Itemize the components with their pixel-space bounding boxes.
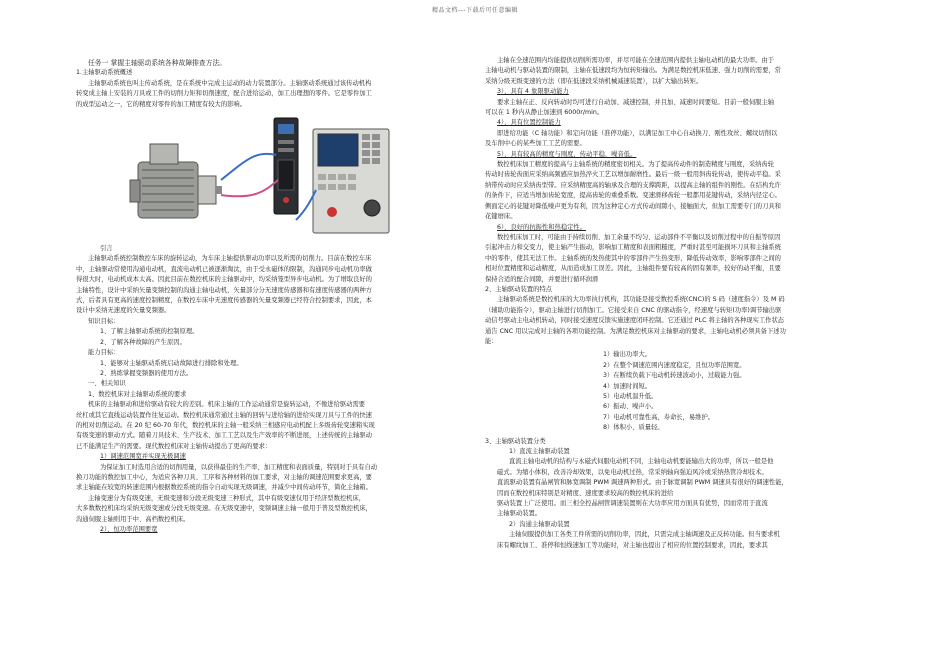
body-line: 能： [485, 337, 498, 345]
subsection-line: 换刀功能的数控加工中心，为适应各种刀具、工序和各种材料的加工要求，对主轴的调速范围要求更高，要 [76, 473, 372, 481]
list-item: 4）加速时间短。 [603, 382, 652, 390]
body-line: 要求主轴在正、反向转动时均可进行自动加、减速控制，并且加、减速时间要短。目前一般伺服主轴 [497, 98, 775, 106]
requirements-heading: 1、数控机床对主轴驱动系统的要求 [88, 390, 187, 398]
subsection-heading: 2）沟通主轴驱动装置 [509, 520, 570, 528]
intro-line: 式，后者具有更高的速度控制精度，在数控车床中无速度传感器的矢量变频器已经符合控制要求，因此，本 [76, 297, 372, 305]
body-line: 驱动装置上广泛使用。而三相全控晶闸管调速装置则在大功率应用方面具有优势，因而常用于直流 [497, 500, 768, 508]
body-line: 相对位置精度和运动精度，从而造成加工误差。因此，主轴组件要有较高的固有频率，较好的动平衡，且要 [485, 265, 781, 273]
left-column [76, 58, 451, 535]
knowledge-item: 1、了解主轴驱动系统的控制原理。 [100, 328, 199, 336]
list-item: 1）输出功率大。 [603, 351, 652, 359]
body-line: 纳带传动时应采纳齿型带。应采纳精度高的轴承及合理的支撑跨距，以提高主轴的组件的刚性。在结构允许 [485, 181, 781, 189]
body-line: 直流驱动装置有晶闸管和脉宽调制 PWM 调速两种形式。由于脉宽调制 PWM 调速具有很好的调速性能， [497, 479, 788, 487]
requirements-line: 已不能满足生产的需要。现代数控机床对主轴传动提出了更高的要求： [76, 442, 272, 450]
function-list [485, 350, 875, 433]
body-line: 床有螺纹加工、准停和恒线速加工等功能时，对主轴也提出了相应的位置控制要求，因此，要求其 [497, 541, 768, 549]
ability-item: 1、能够对主轴驱动系统启动故障进行排除和处理。 [100, 359, 243, 367]
related-knowledge-heading: 一、相关知识 [88, 380, 126, 388]
intro-line: 得很大时，电动机成本太高。因此目前在数控机床的主轴驱动中，均采纳笼型异步电动机。为了增取良好的 [76, 276, 372, 284]
knowledge-item: 2、了解各种故障的产生原因。 [100, 338, 186, 346]
list-item: 5）电动机温升低。 [603, 393, 658, 400]
subsection-line: 大多数数控机床均采纳无级变速或分段无级变速。在无级变速中，变频调速主轴一般用于普及型数控机床， [76, 505, 372, 513]
body-line: 主轴伺服提供加工各类工件所需的切削功率，因此，只需完成主轴调速及正反转功能。但当要求机 [509, 531, 780, 539]
intro-line: 设计中采纳无速度的矢量变频器。 [76, 307, 171, 315]
body-line: 即进给功能（C 轴功能）和定向功能（准停功能），以满足加工中心自动换刀、刚性攻丝、螺纹切削以 [497, 129, 778, 137]
body-line: 花键磨床。 [485, 213, 517, 221]
body-line: 可以在 1 秒内从静止加速到 6000r/min。 [485, 109, 604, 117]
overview-line: 主轴驱动系统也叫主传动系统，是在系统中完成主运动的动力装置部分。主轴驱动系统通过该传动机构 [88, 79, 372, 87]
requirements-line: 的相对切削运动。在 20 纪 60-70 年代，数控机床的主轴一般采纳三相感应电动机配上多级齿轮变速箱实现 [76, 421, 375, 429]
subsection-heading: 1）直流主轴驱动装置 [509, 448, 570, 456]
requirements-line: 机床的主轴驱动和进给驱动有较大的差别。机床主轴的工作运动通常是旋转运动，不像进给驱动需要 [88, 401, 366, 409]
ability-item: 2、熟练掌握变频器的使用方法。 [100, 369, 193, 377]
subsection-heading: 2）、恒功率范围要宽 [100, 526, 158, 533]
body-line: 引起冲击力和交变力，使主轴产生振动，影响加工精度和表面粗糙度，严重时甚至可能损坏刀具和主轴系统 [485, 244, 781, 252]
body-line: 直流主轴电动机的结构与永磁式伺服电动机不同，主轴电动机要能输出大的功率，所以一般是他 [509, 458, 774, 466]
list-item: 6）振动、噪声小。 [603, 403, 658, 411]
body-line: 保持合适的配合间隙，并要进行循环润滑 [485, 275, 599, 283]
body-line: 因而在数控机床特别是对精度、速度要求较高的数控机床的进给 [497, 489, 674, 497]
requirements-line: 丝杠或其它直线运动装置作往复运动。数控机床通常通过主轴的回转与进给轴的进给实现刀具与工件的快速 [76, 411, 372, 419]
overview-heading: 1.主轴驱动系统概述 [76, 69, 133, 77]
subsection-heading: 3）、具有 4 象限驱动能力 [497, 88, 569, 96]
body-line: 磁式。为缩小体积，改善冷却效果，以免电动机过热，常采纳轴向强迫风冷或采纳热管冷却技术。 [497, 468, 768, 476]
list-item: 2）在整个调速范围内速度稳定，且恒功率范围宽。 [603, 361, 746, 369]
subsection-line: 沟通伺服主轴则用于中、高档数控机床。 [76, 515, 190, 523]
body-line: 传动时齿轮齿面应采纳高频感应加热淬火工艺以增加耐磨性。最后一级一般用斜齿轮传动，使传动平稳。采 [485, 171, 781, 179]
right-column [485, 56, 875, 551]
knowledge-goal: 知识目标： [88, 317, 120, 325]
subsection-line: 为保证加工时选用合适的切削用量，以获得最佳的生产率、加工精度和表面质量，特别对于具有自动 [100, 463, 378, 471]
body-line: 通告 CNC 用以完成对主轴的各项功能控制。为满足数控机床对主轴驱动的要求，主轴电动机必须具备下述功 [485, 327, 786, 335]
subsection-line: 主轴变速分为有级变速，无级变速和分段无级变速三种形式，其中有级变速仅用于经济型数控机床， [88, 494, 366, 502]
section-heading: 2、主轴驱动装置的特点 [485, 285, 552, 293]
body-line: 采纳分级无级变速的方法（即在低速段采纳机械减速装置），以扩大输出转矩。 [485, 77, 703, 85]
intro-heading: 引言 [100, 245, 113, 253]
overview-line: 转变成主轴上安装的刀具或工件的切削力矩和切削速度，配合进给运动，加工出理想的零件。它是零件加工 [76, 90, 372, 98]
body-line: 主轴电动机与驱动装置的限制，主轴在低速段均为恒转矩输出。为满足数控机床低速、强力切削的需要，常 [485, 67, 781, 75]
body-line: 数控机床加工精度的提高与主轴系统的精度密切相关。为了提高传动件的制造精度与刚度，采纳齿轮 [497, 161, 775, 169]
body-line: 中的零件，使其无法工作。主轴系统的发热使其中的零部件产生热变形，降低传动效率，影响零部件之间的 [485, 254, 781, 262]
body-line: 动信号驱动主电动机转动，同时接受速度反馈实施速度闭环控制。它还通过 PLC 将主轴的各种现实工作状态 [485, 317, 785, 325]
ability-goal: 能力目标： [88, 349, 120, 357]
subsection-heading: 4）、具有位置控制能力 [497, 119, 561, 127]
body-line: 侧面定心的花键对降低噪声更为有利，因为这种定心方式传动间隙小，接触面大，但加工需要专门的刀具和 [485, 202, 781, 210]
list-item: 3）在断续负载下电动机转速波动小，过载能力强。 [603, 372, 746, 380]
section-heading: 3、主轴驱动装置分类 [485, 437, 546, 445]
spindle-motor-image [128, 140, 223, 232]
intro-line: 中，主轴驱动常使用沟通电动机，直流电动机已被逐渐淘汰，由于受永磁体的限制，沟通同步电动机功率做 [76, 265, 372, 273]
list-item: 7）电动机可靠性高，寿命长，易维护。 [603, 413, 715, 421]
subsection-heading: 5）、具有较高的精度与刚度，传动平稳，噪音低。 [497, 150, 637, 158]
subsection-heading: 1）调速范围宽并实现无极调速 [100, 453, 186, 461]
body-line: 数控机床加工时，可能由于持续切削、加工余量不均匀、运动部件不平衡以及切削过程中的自振等原因 [497, 233, 781, 241]
body-line: 及车削中心的某些加工工艺的需要。 [485, 140, 586, 148]
overview-line: 的成型运动之一，它的精度对零件的加工精度有较大的影响。 [76, 100, 247, 108]
requirements-line: 有级变速的驱动方式。随着刀具技术、生产技术、加工工艺以及生产效率的不断进展，上述传统的主轴驱动 [76, 432, 372, 440]
body-line: 主轴驱动装置。 [497, 510, 542, 518]
page-header: 精品文档---下载后可任意编辑 [432, 7, 518, 14]
body-line: 主轴在全速范围内均能提供切削所需功率，并尽可能在全速范围内提供主轴电动机的最大功率。由于 [497, 57, 775, 64]
body-line: 的条件下，应适当增加齿轮宽度，提高齿轮的重叠系数。变速滑移齿轮一般都用花键传动，采纳内径定心。 [485, 192, 781, 200]
intro-line: 主轴特性，设计中采纳矢量变频控制的沟通主轴电动机，矢量部分分无速度传感器和有速度传感器的两种方 [76, 286, 372, 294]
task-title: 任务一 掌握主轴驱动系统各种故障排查方法。 [88, 59, 227, 67]
subsection-heading: 6）、良好的抗振性和热稳定性。 [497, 223, 587, 231]
body-line: （辅助功能指令），驱动主轴进行切削加工。它接受来自 CNC 的驱动指令，经速度与转矩(功率)调节输出驱 [485, 306, 782, 314]
list-item: 8）体积小、质量轻。 [603, 424, 664, 432]
spindle-system-figure [76, 110, 451, 236]
subsection-line: 求主轴能在较宽的转速范围内根据数控系统的指令自动实现无级调速，并减少中间传动环节，简化主轴箱。 [76, 484, 372, 492]
body-line: 主轴驱动系统是数控机床的大功率执行机构，其功能是接受数控系统(CNC)的 S 码（速度指令）及 M 码 [497, 296, 785, 304]
intro-line: 主轴驱动系统控制数控车床的旋转运动，为车床主轴提供驱动功率以及所需的切削力。目前在数控车床 [88, 255, 372, 263]
connection-cables [216, 140, 326, 230]
